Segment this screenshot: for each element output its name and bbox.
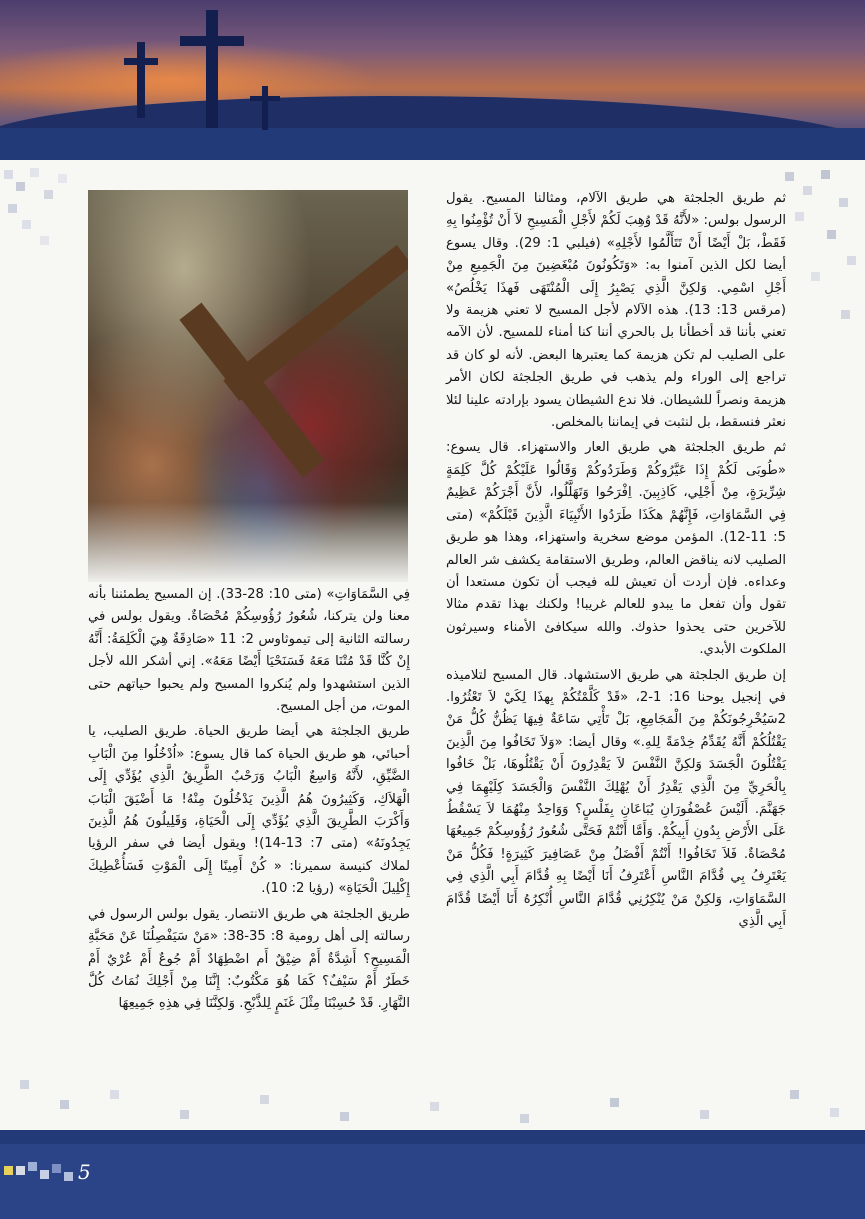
paragraph-path-of-victory: طريق الجلجثة هي طريق الانتصار. يقول بولس الرسول في رسالته إلى أهل رومية 8: 35-38: «مَنْ سَيَفْصِلُنَا عَنْ مَحَبَّةِ الْمَسِيحِ؟ أَشِدَّةٌ أَمْ ضِيْقٌ أَم اضْطِهَادٌ أَمْ جُوعٌ أَمْ عُرْيٌ أَمْ خَطَرٌ أَمْ سَيْفٌ؟ كَمَا هُوَ مَكْتُوبٌ: إِنَّنَا مِنْ أَجْلِكَ نُمَاتُ كُلَّ النَّهَارِ. قَدْ حُسِبْنَا مِثْلَ غَنَمٍ لِلذَّبْحِ. وَلكِنَّنَا فِي هذِهِ جَمِيعِهَا [88, 906, 411, 1012]
cross-right-icon [262, 86, 268, 130]
header-band [0, 128, 865, 160]
left-text-column [88, 584, 410, 1019]
footer-mosaic-tile [4, 1166, 13, 1175]
header-banner [0, 0, 865, 160]
paragraph-path-of-suffering: ثم طريق الجلجثة هي طريق الآلام، ومثالنا المسيح. يقول الرسول بولس: «لأَنَّهُ قَدْ وُهِبَ لَكُمْ لأَجْلِ الْمَسِيحِ لاَ أَنْ تُؤْمِنُوا بِهِ فَقَطْ، بَلْ أَيْضًا أَنْ تَتَأَلَّمُوا لأَجْلِهِ» (فيلبي 1: 29). وقال يسوع أيضا لكل الذين آمنوا به: «وَتَكُونُونَ مُبْغَضِينَ مِنَ الْجَمِيعِ مِنْ أَجْلِ اسْمِي. وَلكِنَّ الَّذِي يَصْبِرُ إِلَى الْمُنْتَهَى فَهذَا يَخْلُصُ» (مرقس 13: 13). هذه الآلام لأجل المسيح لا تعني هزيمة ولا تعني بأننا قد أخطأنا بل بالحري أننا كنا أمناء للمسيح. لأن الآمه على الصليب لم تكن هزيمة كما يعتبرها البعض. لأنه لو كان قد تراجع إلى الوراء ولم يذهب في طريق الجلجثة لكان الأمر هزيمة ونصراً للشيطان. فلا ندع الشيطان يسود بإرادته علينا لئلا نعثر فنسقط، بل لنثبت في إيماننا بالمخلص. [446, 191, 786, 431]
cross-large-icon [206, 10, 218, 128]
paragraph-path-of-martyrdom: إن طريق الجلجثة هي طريق الاستشهاد. قال المسيح لتلاميذه في إنجيل يوحنا 16: 1-2، «قَدْ كَلَّمْتُكُمْ بِهذَا لِكَيْ لاَ تَعْثُرُوا. 2سَيُخْرِجُونَكُمْ مِنَ الْمَجَامِعِ، بَلْ تَأْتِي سَاعَةٌ فِيهَا يَظُنُّ كُلُّ مَنْ يَقْتُلُكُمْ أَنَّهُ يُقَدِّمُ خِدْمَةً لِلهِ.» وقال أيضا: «وَلاَ تَخَافُوا مِنَ الَّذِينَ يَقْتُلُونَ الْجَسَدَ وَلكِنَّ النَّفْسَ لاَ يَقْدِرُونَ أَنْ يَقْتُلُوهَا، بَلْ خَافُوا بِالْحَرِيِّ مِنَ الَّذِي يَقْدِرُ أَنْ يُهْلِكَ النَّفْسَ وَالْجَسَدَ كِلَيْهِمَا فِي جَهَنَّمَ. أَلَيْسَ عُصْفُورَانِ يُبَاعَانِ بِفَلْسٍ؟ وَوَاحِدٌ مِنْهُمَا لاَ يَسْقُطُ عَلَى الأَرْضِ بِدُونِ أَبِيكُمْ. وَأَمَّا أَنْتُمْ فَحَتَّى شُعُورُ رُؤُوسِكُمْ جَمِيعُهَا مُحْصَاةٌ. فَلاَ تَخَافُوا! أَنْتُمْ أَفْضَلُ مِنْ عَصَافِيرَ كَثِيرَةٍ! فَكُلُّ مَنْ يَعْتَرِفُ بِي قُدَّامَ النَّاسِ أَعْتَرِفُ أَنَا أَيْضًا بِهِ قُدَّامَ أَبِي الَّذِي فِي السَّمَاوَاتِ، وَلكِنْ مَنْ يُنْكِرُنِي قُدَّامَ النَّاسِ أُنْكِرُهُ أَنَا أَيْضًا قُدَّامَ أَبِي الَّذِي [446, 667, 786, 929]
cross-large-arm [180, 36, 244, 46]
footer-strip [0, 1144, 865, 1219]
paragraph-martyrdom-continued: فِي السَّمَاوَاتِ» (متى 10: 28-33). إن المسيح يطمئننا بأنه معنا ولن يتركنا، شُعُورُ رُؤُوسِكُمْ مُحْصَاةٌ. ويقول بولس في رسالته الثانية إلى تيموثاوس 2: 11 «صَادِقَةٌ هِيَ الْكَلِمَةُ: أَنَّهُ إِنْ كُنَّا قَدْ مُتْنَا مَعَهُ فَسَنَحْيَا أَيْضًا مَعَهُ». إني أشكر الله لأجل الذين استشهدوا ولم يُنكروا المسيح ولم يحبوا حياتهم حتى الموت، من أجل المسيح. [88, 587, 411, 715]
cross-right-arm [250, 96, 280, 101]
mosaic-top-right [775, 160, 865, 460]
mosaic-top-left [0, 160, 90, 320]
paragraph-path-of-shame: ثم طريق الجلجثة هي طريق العار والاستهزاء. قال يسوع: «طُوبَى لَكُمْ إِذَا عَيَّرُوكُمْ وَطَرَدُوكُمْ وَقَالُوا عَلَيْكُمْ كُلَّ كَلِمَةٍ شِرِّيرَةٍ، مِنْ أَجْلِي، كَاذِبِينَ. اِفْرَحُوا وَتَهَلَّلُوا، لأَنَّ أَجْرَكُمْ عَظِيمٌ فِي السَّمَاوَاتِ، فَإِنَّهُمْ هكَذَا طَرَدُوا الأَنْبِيَاءَ الَّذِينَ قَبْلَكُمْ» (متى 5: 11-12). المؤمن موضع سخرية واستهزاء، وهذا هو طريق الصليب لانه يناقض العالم، وطريق الاستقامة يكشف شر العالم وعداءه. فإن أردت أن تعيش لله فيجب أن تكون مستعدا أن تقول وأن تفعل ما يبدو للعالم غريبا! ولكنك بهذا تقدم مثالا للآخرين حتى يحذوا حذوك. والله سيكافئ الأمناء وسيرثون الملكوت الأبدي. [446, 440, 786, 658]
christ-carrying-cross-painting [88, 190, 408, 582]
cross-left-arm [124, 58, 158, 65]
paragraph-path-of-life: طريق الجلجثة هي أيضا طريق الحياة. طريق الصليب، يا أحبائي، هو طريق الحياة كما قال يسوع: «اُدْخُلُوا مِنَ الْبَابِ الضَّيِّقِ، لأَنَّهُ وَاسِعٌ الْبَابُ وَرَحْبٌ الطَّرِيقُ الَّذِي يُؤَدِّي إِلَى الْهَلاَكِ، وَكَثِيرُونَ هُمُ الَّذِينَ يَدْخُلُونَ مِنْهُ! مَا أَضْيَقَ الْبَابَ وَأَكْرَبَ الطَّرِيقَ الَّذِي يُؤَدِّي إِلَى الْحَيَاةِ، وَقَلِيلُونَ هُمُ الَّذِينَ يَجِدُونَهُ» (متى 7: 13-14)! ويقول أيضا في سفر الرؤيا لملاك كنيسة سميرنا: « كُنْ أَمِينًا إِلَى الْمَوْتِ فَسَأُعْطِيكَ إِكْلِيلَ الْحَيَاةِ» (رؤيا 2: 10). [88, 724, 411, 897]
footer-band [0, 1130, 865, 1144]
mosaic-bottom [0, 1040, 865, 1130]
page-number: 5 [78, 1160, 91, 1184]
right-text-column [446, 188, 786, 936]
cross-left-icon [137, 42, 145, 118]
